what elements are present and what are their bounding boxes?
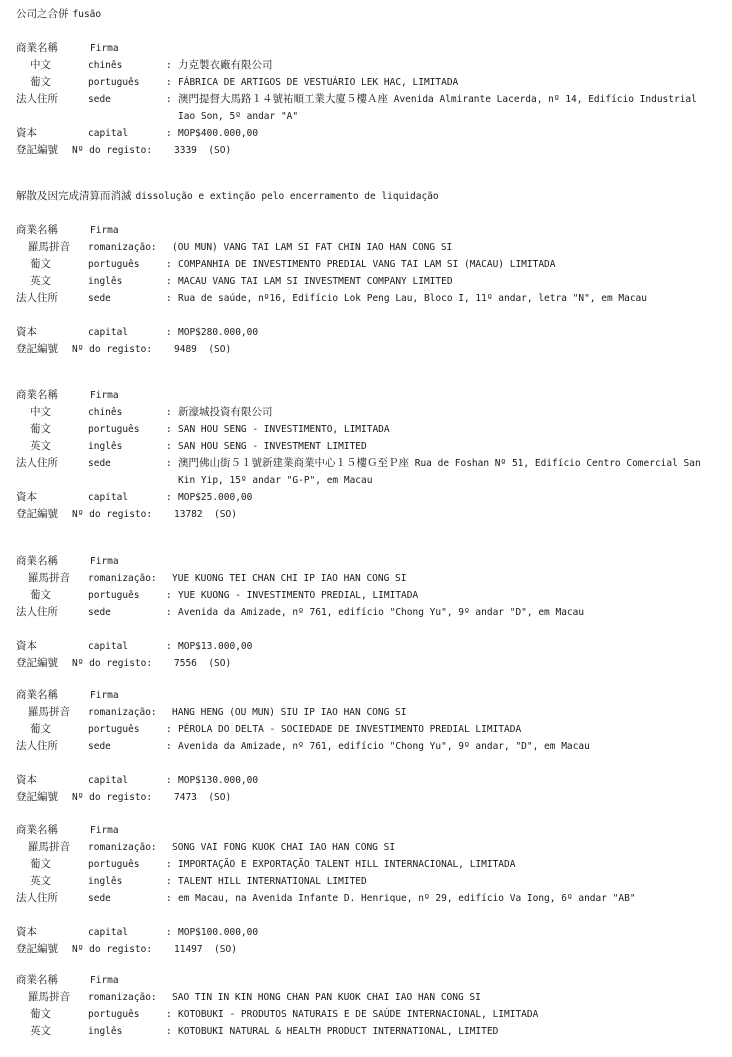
colon-separator: : [166, 859, 172, 870]
section-heading [16, 6, 101, 23]
name-label-cn: 葡文 [30, 858, 51, 870]
registo-label-pt: Nº do registo: [72, 145, 153, 156]
sede-value-cn: 澳門提督大馬路１４號祐順工業大廈５樓Ａ座 [178, 93, 388, 105]
name-label-pt: romanização: [88, 707, 157, 718]
sede-value [178, 604, 718, 621]
name-row [16, 404, 722, 421]
colon-separator: : [166, 1009, 172, 1020]
name-label-pt: inglês [88, 276, 123, 287]
firma-label-pt: Firma [90, 690, 119, 701]
name-value-text: SAN HOU SENG - INVESTMENT LIMITED [178, 441, 367, 452]
name-label-cn: 葡文 [30, 258, 51, 270]
name-value-cn: 力克製衣廠有限公司 [178, 59, 273, 71]
name-row [16, 438, 722, 455]
name-label-pt: português [88, 1009, 140, 1020]
name-value [178, 856, 718, 873]
registo-label-cn: 登記編號 [16, 343, 58, 355]
capital-label-cn: 資本 [16, 127, 37, 139]
name-value [172, 704, 712, 721]
sede-label-pt: sede [88, 94, 111, 105]
sede-value-text: Rua de Foshan Nº 51, Edifício Centro Comercial San Kin Yip, 15º andar "G-P", em Macau [178, 458, 701, 486]
sede-row [16, 91, 722, 125]
colon-separator: : [166, 1026, 172, 1037]
name-value [178, 587, 718, 604]
firma-label-pt: Firma [90, 390, 119, 401]
registo-value: 7473 (SO) [174, 792, 232, 803]
registo-value: 7556 (SO) [174, 658, 232, 669]
name-row [16, 856, 722, 873]
registo-row [16, 341, 722, 358]
colon-separator: : [166, 607, 172, 618]
name-value-text: IMPORTAÇÃO E EXPORTAÇÃO TALENT HILL INTERNACIONAL, LIMITADA [178, 859, 516, 870]
name-value-text: SAN HOU SENG - INVESTIMENTO, LIMITADA [178, 424, 390, 435]
firma-label-cn: 商業名稱 [16, 389, 58, 401]
name-value [178, 721, 718, 738]
name-value-text: YUE KUONG TEI CHAN CHI IP IAO HAN CONG SI [172, 573, 407, 584]
name-value-text: KOTOBUKI - PRODUTOS NATURAIS E DE SAÚDE INTERNACIONAL, LIMITADA [178, 1009, 539, 1020]
colon-separator: : [166, 424, 172, 435]
name-row [16, 1006, 722, 1023]
sede-value-text: em Macau, na Avenida Infante D. Henrique, nº 29, edifício Va Iong, 6º andar "AB" [178, 893, 636, 904]
sede-value [178, 290, 718, 307]
section-heading-cn: 解散及因完成清算而消滅 [16, 190, 132, 202]
name-label-cn: 羅馬拼音 [28, 241, 70, 253]
capital-value: MOP$280.000,00 [178, 327, 259, 338]
capital-row [16, 924, 722, 941]
capital-value: MOP$25.000,00 [178, 492, 253, 503]
colon-separator: : [166, 893, 172, 904]
firma-label-cn: 商業名稱 [16, 42, 58, 54]
sede-label-pt: sede [88, 741, 111, 752]
capital-label-pt: capital [88, 641, 129, 652]
name-label-pt: português [88, 77, 140, 88]
company-entry [16, 972, 722, 1040]
name-label-cn: 中文 [30, 406, 51, 418]
registo-label-cn: 登記編號 [16, 657, 58, 669]
name-value-text: HANG HENG (OU MUN) SIU IP IAO HAN CONG SI [172, 707, 407, 718]
registo-value: 13782 (SO) [174, 509, 237, 520]
name-label-pt: português [88, 724, 140, 735]
sede-label-pt: sede [88, 607, 111, 618]
capital-label-cn: 資本 [16, 326, 37, 338]
registo-label-pt: Nº do registo: [72, 344, 153, 355]
name-label-pt: português [88, 424, 140, 435]
name-row [16, 989, 722, 1006]
colon-separator: : [166, 293, 172, 304]
capital-label-pt: capital [88, 775, 129, 786]
name-value-text: KOTOBUKI NATURAL & HEALTH PRODUCT INTERNATIONAL, LIMITED [178, 1026, 499, 1037]
sede-value [178, 455, 718, 489]
name-label-cn: 羅馬拼音 [28, 991, 70, 1003]
registo-value: 11497 (SO) [174, 944, 237, 955]
registo-label-pt: Nº do registo: [72, 792, 153, 803]
name-label-cn: 英文 [30, 275, 51, 287]
sede-row [16, 455, 722, 489]
sede-row [16, 290, 722, 324]
name-label-cn: 英文 [30, 1025, 51, 1037]
name-label-pt: inglês [88, 441, 123, 452]
name-label-cn: 葡文 [30, 589, 51, 601]
sede-value-text: Avenida da Amizade, nº 761, edifício "Chong Yu", 9º andar "D", em Macau [178, 607, 585, 618]
firma-row [16, 553, 722, 570]
sede-row [16, 738, 722, 772]
colon-separator: : [166, 407, 172, 418]
firma-row [16, 687, 722, 704]
section-heading [16, 188, 439, 205]
firma-label-pt: Firma [90, 225, 119, 236]
name-row [16, 74, 722, 91]
name-value-text: SAO TIN IN KIN HONG CHAN PAN KUOK CHAI IAO HAN CONG SI [172, 992, 481, 1003]
name-value [178, 873, 718, 890]
colon-separator: : [166, 590, 172, 601]
name-label-cn: 葡文 [30, 76, 51, 88]
firma-row [16, 822, 722, 839]
capital-value: MOP$400.000,00 [178, 128, 259, 139]
name-row [16, 587, 722, 604]
name-row [16, 421, 722, 438]
company-entry [16, 222, 722, 358]
registo-row [16, 941, 722, 958]
capital-row [16, 489, 722, 506]
name-value [178, 256, 718, 273]
name-row [16, 239, 722, 256]
name-value-text: (OU MUN) VANG TAI LAM SI FAT CHIN IAO HAN CONG SI [172, 242, 453, 253]
sede-value-text: Avenida da Amizade, nº 761, edifício "Chong Yu", 9º andar, "D", em Macau [178, 741, 590, 752]
sede-label-pt: sede [88, 458, 111, 469]
sede-value [178, 890, 718, 907]
sede-label-pt: sede [88, 293, 111, 304]
name-row [16, 256, 722, 273]
name-value-cn: 新濠城投資有限公司 [178, 406, 273, 418]
firma-label-pt: Firma [90, 825, 119, 836]
capital-label-pt: capital [88, 492, 129, 503]
name-label-pt: romanização: [88, 992, 157, 1003]
capital-value: MOP$130.000,00 [178, 775, 259, 786]
name-label-cn: 羅馬拼音 [28, 572, 70, 584]
name-label-cn: 羅馬拼音 [28, 841, 70, 853]
sede-label-cn: 法人住所 [16, 892, 58, 904]
company-entry [16, 553, 722, 672]
capital-row [16, 638, 722, 655]
registo-label-cn: 登記編號 [16, 144, 58, 156]
firma-label-pt: Firma [90, 556, 119, 567]
name-value-text: TALENT HILL INTERNATIONAL LIMITED [178, 876, 367, 887]
name-value-text: SONG VAI FONG KUOK CHAI IAO HAN CONG SI [172, 842, 396, 853]
capital-label-cn: 資本 [16, 640, 37, 652]
name-label-cn: 葡文 [30, 723, 51, 735]
registo-label-pt: Nº do registo: [72, 509, 153, 520]
registo-label-pt: Nº do registo: [72, 944, 153, 955]
sede-row [16, 604, 722, 638]
name-value [178, 1006, 718, 1023]
name-row [16, 721, 722, 738]
colon-separator: : [166, 441, 172, 452]
name-value-text: PÉROLA DO DELTA - SOCIEDADE DE INVESTIMENTO PREDIAL LIMITADA [178, 724, 522, 735]
name-label-pt: inglês [88, 1026, 123, 1037]
colon-separator: : [166, 876, 172, 887]
capital-label-pt: capital [88, 128, 129, 139]
name-row [16, 57, 722, 74]
firma-row [16, 40, 722, 57]
name-label-cn: 羅馬拼音 [28, 706, 70, 718]
name-label-pt: português [88, 259, 140, 270]
firma-label-pt: Firma [90, 975, 119, 986]
name-value-text: COMPANHIA DE INVESTIMENTO PREDIAL VANG TAI LAM SI (MACAU) LIMITADA [178, 259, 556, 270]
section-heading-cn: 公司之合併 [16, 8, 69, 20]
capital-label-cn: 資本 [16, 926, 37, 938]
sede-label-cn: 法人住所 [16, 292, 58, 304]
name-row [16, 704, 722, 721]
capital-label-cn: 資本 [16, 491, 37, 503]
sede-label-cn: 法人住所 [16, 606, 58, 618]
name-label-cn: 葡文 [30, 423, 51, 435]
name-value [172, 989, 712, 1006]
name-label-pt: romanização: [88, 242, 157, 253]
name-value [178, 1023, 718, 1040]
name-label-cn: 中文 [30, 59, 51, 71]
name-value [178, 421, 718, 438]
sede-label-cn: 法人住所 [16, 740, 58, 752]
sede-row [16, 890, 722, 924]
colon-separator: : [166, 458, 172, 469]
colon-separator: : [166, 741, 172, 752]
sede-value-cn: 澳門佛山街５１號新建業商業中心１５樓Ｇ至Ｐ座 [178, 457, 409, 469]
colon-separator: : [166, 775, 172, 786]
colon-separator: : [166, 60, 172, 71]
name-value [178, 273, 718, 290]
sede-value [178, 738, 718, 755]
name-value [178, 57, 718, 74]
name-value-text: YUE KUONG - INVESTIMENTO PREDIAL, LIMITADA [178, 590, 419, 601]
company-entry [16, 822, 722, 958]
capital-row [16, 324, 722, 341]
capital-label-pt: capital [88, 927, 129, 938]
firma-label-cn: 商業名稱 [16, 974, 58, 986]
registo-value: 3339 (SO) [174, 145, 232, 156]
firma-row [16, 972, 722, 989]
registo-label-cn: 登記編號 [16, 508, 58, 520]
company-entry [16, 40, 722, 159]
colon-separator: : [166, 641, 172, 652]
capital-label-pt: capital [88, 327, 129, 338]
capital-row [16, 772, 722, 789]
colon-separator: : [166, 492, 172, 503]
name-value [178, 438, 718, 455]
name-value [178, 74, 718, 91]
name-value [172, 570, 712, 587]
colon-separator: : [166, 94, 172, 105]
firma-label-pt: Firma [90, 43, 119, 54]
sede-value-text: Rua de saúde, nº16, Edifício Lok Peng Lau, Bloco I, 11º andar, letra "N", em Macau [178, 293, 647, 304]
registo-row [16, 142, 722, 159]
registo-row [16, 789, 722, 806]
name-value-text: FÁBRICA DE ARTIGOS DE VESTUÁRIO LEK HAC, LIMITADA [178, 77, 459, 88]
registo-label-cn: 登記編號 [16, 943, 58, 955]
name-label-pt: português [88, 859, 140, 870]
sede-label-pt: sede [88, 893, 111, 904]
company-entry [16, 687, 722, 806]
name-row [16, 839, 722, 856]
colon-separator: : [166, 77, 172, 88]
colon-separator: : [166, 276, 172, 287]
sede-value-text: Avenida Almirante Lacerda, nº 14, Edifício Industrial Iao Son, 5º andar "A" [178, 94, 697, 122]
name-row [16, 1023, 722, 1040]
registo-label-cn: 登記編號 [16, 791, 58, 803]
registo-label-pt: Nº do registo: [72, 658, 153, 669]
name-label-pt: romanização: [88, 573, 157, 584]
capital-value: MOP$100.000,00 [178, 927, 259, 938]
name-row [16, 273, 722, 290]
sede-value [178, 91, 718, 125]
colon-separator: : [166, 327, 172, 338]
name-label-cn: 英文 [30, 875, 51, 887]
name-value [172, 839, 712, 856]
company-entry [16, 387, 722, 523]
registo-row [16, 506, 722, 523]
name-label-pt: inglês [88, 876, 123, 887]
capital-label-cn: 資本 [16, 774, 37, 786]
firma-row [16, 222, 722, 239]
registo-value: 9489 (SO) [174, 344, 232, 355]
sede-label-cn: 法人住所 [16, 457, 58, 469]
capital-row [16, 125, 722, 142]
name-row [16, 570, 722, 587]
colon-separator: : [166, 724, 172, 735]
colon-separator: : [166, 259, 172, 270]
name-label-cn: 英文 [30, 440, 51, 452]
firma-label-cn: 商業名稱 [16, 689, 58, 701]
sede-label-cn: 法人住所 [16, 93, 58, 105]
registo-row [16, 655, 722, 672]
firma-label-cn: 商業名稱 [16, 555, 58, 567]
name-row [16, 873, 722, 890]
firma-label-cn: 商業名稱 [16, 824, 58, 836]
name-label-pt: português [88, 590, 140, 601]
name-value [178, 404, 718, 421]
name-value-text: MACAU VANG TAI LAM SI INVESTMENT COMPANY LIMITED [178, 276, 453, 287]
name-value [172, 239, 712, 256]
firma-row [16, 387, 722, 404]
colon-separator: : [166, 128, 172, 139]
name-label-pt: chinês [88, 407, 123, 418]
firma-label-cn: 商業名稱 [16, 224, 58, 236]
name-label-cn: 葡文 [30, 1008, 51, 1020]
capital-value: MOP$13.000,00 [178, 641, 253, 652]
section-heading-pt: fusão [72, 9, 102, 20]
colon-separator: : [166, 927, 172, 938]
name-label-pt: romanização: [88, 842, 157, 853]
section-heading-pt: dissolução e extinção pelo encerramento de liquidação [135, 191, 439, 202]
name-label-pt: chinês [88, 60, 123, 71]
